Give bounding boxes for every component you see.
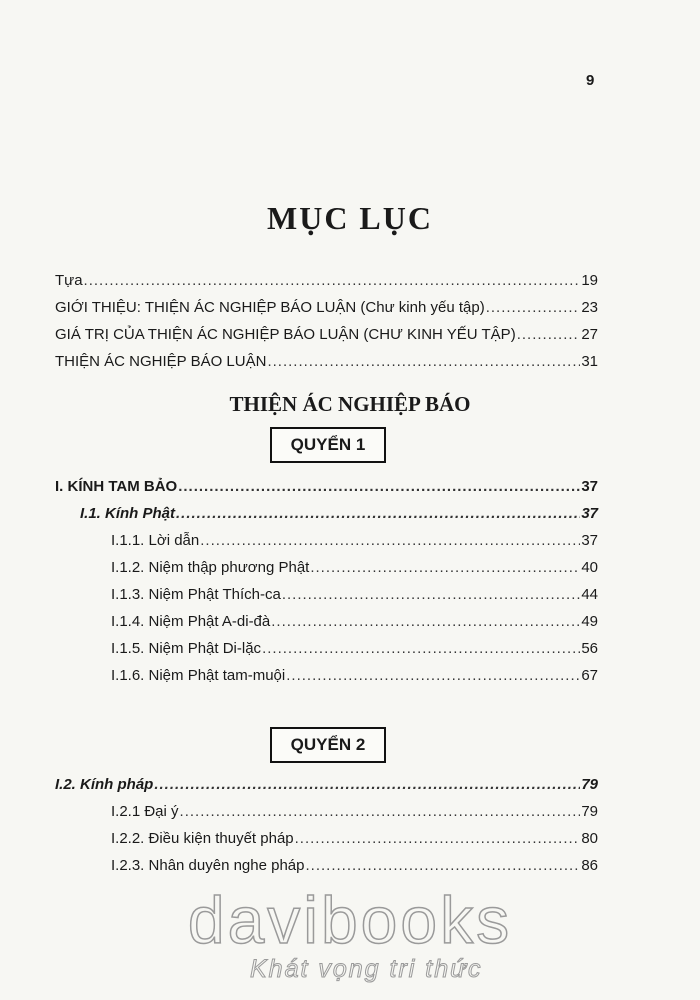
watermark-brand: davibooks xyxy=(187,883,513,957)
leader-dots xyxy=(200,532,580,549)
toc-entry-page: 23 xyxy=(581,299,598,316)
toc-chapter[interactable] xyxy=(55,478,598,495)
leader-dots xyxy=(178,478,580,495)
toc-item[interactable] xyxy=(111,667,598,684)
toc-entry-label: I.1. Kính Phật xyxy=(80,505,176,522)
toc-item[interactable] xyxy=(111,613,598,630)
toc-entry-label: I.1.6. Niệm Phật tam-muội xyxy=(111,667,286,684)
toc-section[interactable] xyxy=(55,776,598,793)
toc-entry-label: I.1.2. Niệm thập phương Phật xyxy=(111,559,310,576)
section-heading: THIỆN ÁC NGHIỆP BÁO xyxy=(229,392,471,416)
toc-item[interactable] xyxy=(111,640,598,657)
toc-entry-page: 56 xyxy=(581,640,598,657)
toc-entry-page: 27 xyxy=(581,326,598,343)
toc-entry-label: GIỚI THIỆU: THIỆN ÁC NGHIỆP BÁO LUẬN (Chư kinh yếu tập) xyxy=(55,299,485,316)
toc-entry-label: Tựa xyxy=(55,272,83,289)
toc-entry-label: I.2.3. Nhân duyên nghe pháp xyxy=(111,857,305,874)
toc-entry-page: 37 xyxy=(581,505,598,522)
leader-dots xyxy=(154,776,580,793)
toc-entry-page: 79 xyxy=(581,803,598,820)
toc-entry-page: 44 xyxy=(581,586,598,603)
toc-entry-label: I.2.1 Đại ý xyxy=(111,803,179,820)
leader-dots xyxy=(271,613,580,630)
toc-item[interactable] xyxy=(111,830,598,847)
toc-entry-label: I. KÍNH TAM BẢO xyxy=(55,478,178,495)
toc-entry-page: 31 xyxy=(581,353,598,370)
leader-dots xyxy=(282,586,581,603)
toc-item[interactable] xyxy=(111,532,598,549)
leader-dots xyxy=(176,505,580,522)
toc-entry-page: 80 xyxy=(581,830,598,847)
toc-item[interactable] xyxy=(111,586,598,603)
toc-entry-page: 49 xyxy=(581,613,598,630)
toc-entry-page: 40 xyxy=(581,559,598,576)
toc-entry-label: I.1.5. Niệm Phật Di-lặc xyxy=(111,640,262,657)
leader-dots xyxy=(310,559,580,576)
toc-entry-label: I.2.2. Điều kiện thuyết pháp xyxy=(111,830,294,847)
toc-entry-value[interactable] xyxy=(55,326,598,343)
volume-1-box: QUYỂN 1 xyxy=(270,427,386,463)
toc-entry-label: I.1.1. Lời dẫn xyxy=(111,532,200,549)
volume-2-box: QUYỂN 2 xyxy=(270,727,386,763)
toc-entry-label: I.2. Kính pháp xyxy=(55,776,154,793)
toc-entry-preface[interactable] xyxy=(55,272,598,289)
toc-entry-page: 86 xyxy=(581,857,598,874)
toc-item[interactable] xyxy=(111,803,598,820)
toc-entry-label: GIÁ TRỊ CỦA THIỆN ÁC NGHIỆP BÁO LUẬN (CHƯ KINH YẾU TẬP) xyxy=(55,326,516,343)
leader-dots xyxy=(286,667,580,684)
leader-dots xyxy=(295,830,581,847)
leader-dots xyxy=(180,803,581,820)
toc-entry-page: 19 xyxy=(581,272,598,289)
toc-entry-page: 37 xyxy=(581,478,598,495)
leader-dots xyxy=(306,857,581,874)
page-number: 9 xyxy=(586,72,595,89)
toc-item[interactable] xyxy=(111,857,598,874)
leader-dots xyxy=(262,640,580,657)
toc-entry-page: 79 xyxy=(581,776,598,793)
toc-entry-page: 37 xyxy=(581,532,598,549)
toc-item[interactable] xyxy=(111,559,598,576)
toc-entry-label: I.1.3. Niệm Phật Thích-ca xyxy=(111,586,281,603)
leader-dots xyxy=(486,299,581,316)
toc-entry-label: I.1.4. Niệm Phật A-di-đà xyxy=(111,613,271,630)
watermark-tagline: Khát vọng tri thức xyxy=(250,955,483,983)
leader-dots xyxy=(517,326,581,343)
toc-entry-label: THIỆN ÁC NGHIỆP BÁO LUẬN xyxy=(55,353,267,370)
toc-entry-treatise[interactable] xyxy=(55,353,598,370)
leader-dots xyxy=(84,272,581,289)
leader-dots xyxy=(267,353,580,370)
page-title: MỤC LỤC xyxy=(267,200,433,236)
toc-entry-page: 67 xyxy=(581,667,598,684)
toc-entry-introduction[interactable] xyxy=(55,299,598,316)
toc-section[interactable] xyxy=(80,505,598,522)
